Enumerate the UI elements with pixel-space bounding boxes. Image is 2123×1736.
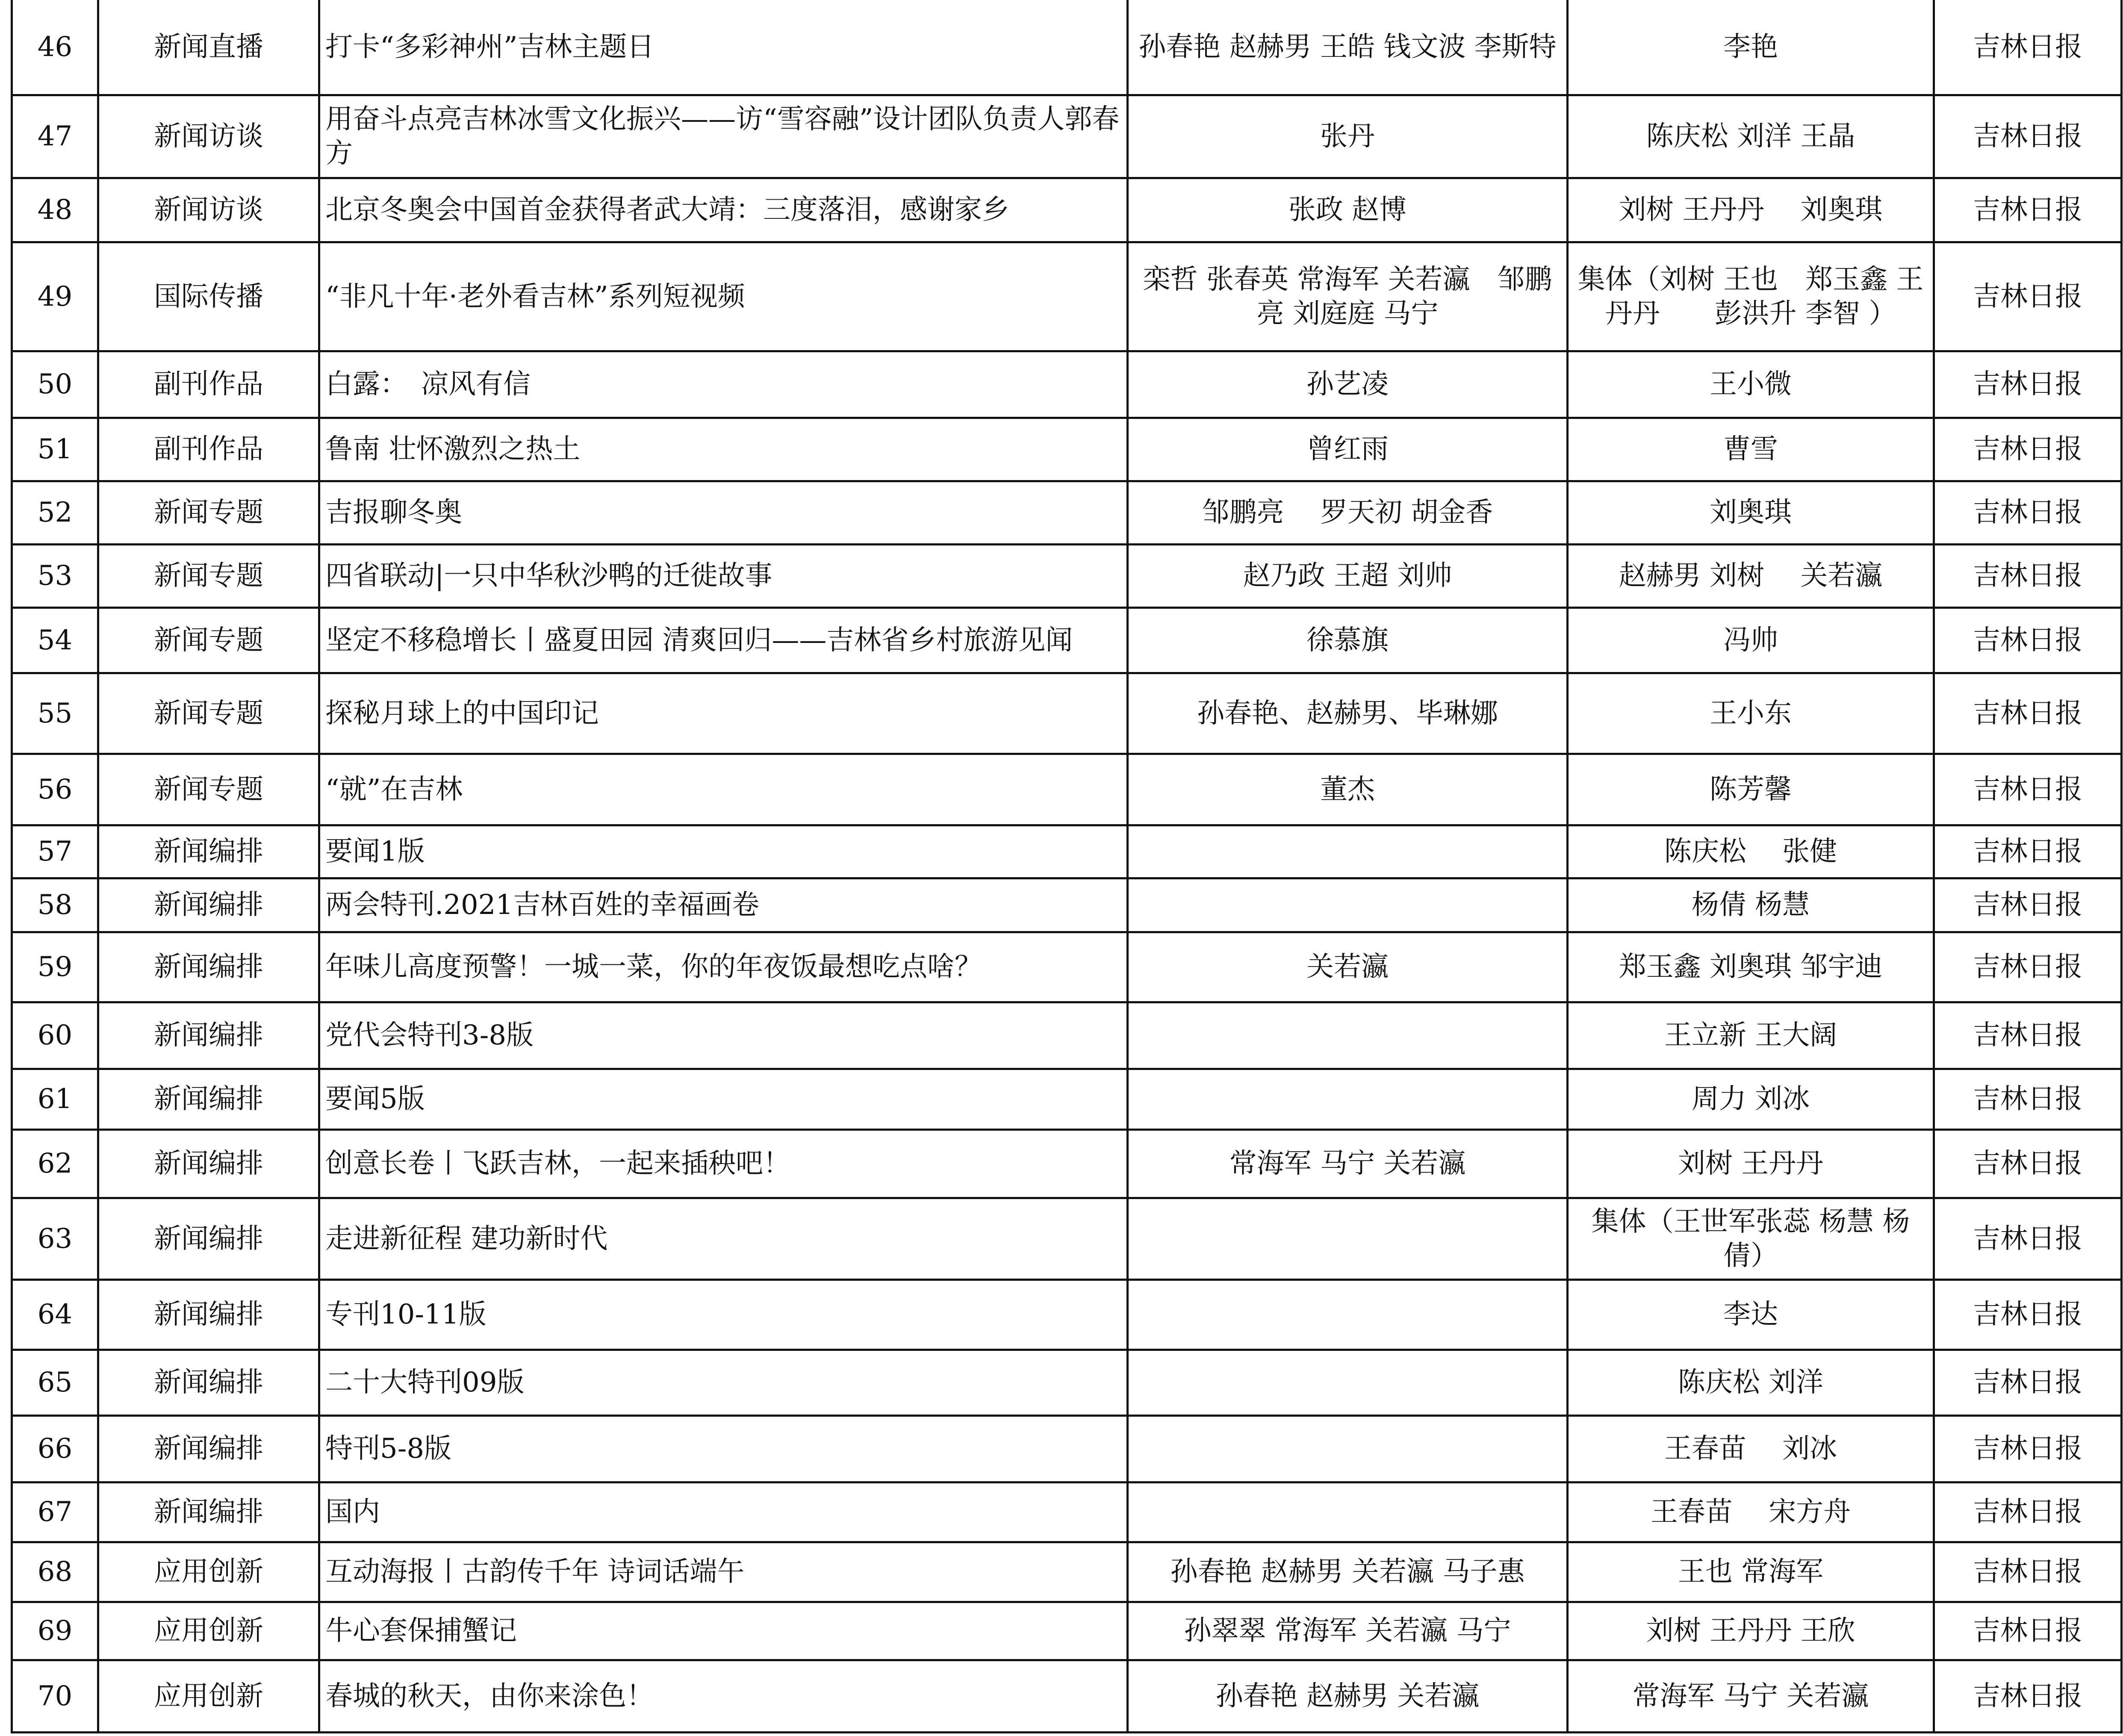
table-row [12, 1129, 2122, 1198]
table-row [12, 1069, 2122, 1129]
row-number: 66 [12, 1415, 98, 1482]
editors-cell: 集体（刘树 王也 郑玉鑫 王丹丹 彭洪升 李智 ） [1568, 242, 1934, 351]
title-cell: 党代会特刊3-8版 [319, 1002, 1128, 1069]
row-number: 61 [12, 1069, 98, 1129]
title-cell: 北京冬奥会中国首金获得者武大靖：三度落泪，感谢家乡 [319, 178, 1128, 242]
row-number: 60 [12, 1002, 98, 1069]
unit-cell: 吉林日报 [1934, 1415, 2122, 1482]
table-body [12, 0, 2122, 1732]
title-cell: 坚定不移稳增长丨盛夏田园 清爽回归——吉林省乡村旅游见闻 [319, 607, 1128, 673]
authors-cell [1128, 1002, 1568, 1069]
row-number: 65 [12, 1350, 98, 1415]
editors-cell: 刘奥琪 [1568, 481, 1934, 544]
table-row [12, 1350, 2122, 1415]
category-cell: 新闻直播 [98, 0, 319, 95]
category-cell: 新闻专题 [98, 481, 319, 544]
row-number: 62 [12, 1129, 98, 1198]
row-number: 67 [12, 1482, 98, 1542]
authors-cell: 曾红雨 [1128, 418, 1568, 481]
unit-cell: 吉林日报 [1934, 1350, 2122, 1415]
title-cell: 要闻5版 [319, 1069, 1128, 1129]
table-row [12, 1660, 2122, 1732]
authors-cell [1128, 825, 1568, 878]
unit-cell: 吉林日报 [1934, 1602, 2122, 1660]
unit-cell: 吉林日报 [1934, 351, 2122, 418]
editors-cell: 曹雪 [1568, 418, 1934, 481]
title-cell: 四省联动|一只中华秋沙鸭的迁徙故事 [319, 544, 1128, 607]
editors-cell: 王立新 王大阔 [1568, 1002, 1934, 1069]
title-cell: 二十大特刊09版 [319, 1350, 1128, 1415]
editors-cell: 陈芳馨 [1568, 754, 1934, 825]
authors-cell: 关若瀛 [1128, 932, 1568, 1002]
editors-cell: 刘树 王丹丹 刘奥琪 [1568, 178, 1934, 242]
category-cell: 新闻编排 [98, 1002, 319, 1069]
unit-cell: 吉林日报 [1934, 1129, 2122, 1198]
row-number: 48 [12, 178, 98, 242]
editors-cell: 李艳 [1568, 0, 1934, 95]
table-row [12, 1198, 2122, 1279]
unit-cell: 吉林日报 [1934, 754, 2122, 825]
authors-cell: 孙春艳 赵赫男 关若瀛 马子惠 [1128, 1542, 1568, 1602]
authors-cell: 董杰 [1128, 754, 1568, 825]
title-cell: 探秘月球上的中国印记 [319, 673, 1128, 754]
row-number: 69 [12, 1602, 98, 1660]
category-cell: 新闻访谈 [98, 178, 319, 242]
row-number: 59 [12, 932, 98, 1002]
category-cell: 新闻专题 [98, 544, 319, 607]
unit-cell: 吉林日报 [1934, 878, 2122, 932]
title-cell: 创意长卷丨飞跃吉林，一起来插秧吧！ [319, 1129, 1128, 1198]
authors-cell: 张丹 [1128, 95, 1568, 178]
category-cell: 应用创新 [98, 1602, 319, 1660]
category-cell: 新闻编排 [98, 825, 319, 878]
category-cell: 新闻编排 [98, 1129, 319, 1198]
table-row [12, 1482, 2122, 1542]
category-cell: 副刊作品 [98, 418, 319, 481]
table-row [12, 1542, 2122, 1602]
row-number: 68 [12, 1542, 98, 1602]
category-cell: 应用创新 [98, 1660, 319, 1732]
category-cell: 新闻专题 [98, 754, 319, 825]
table-row [12, 673, 2122, 754]
row-number: 64 [12, 1279, 98, 1350]
title-cell: 白露： 凉风有信 [319, 351, 1128, 418]
table-row [12, 878, 2122, 932]
table-row [12, 754, 2122, 825]
title-cell: 牛心套保捕蟹记 [319, 1602, 1128, 1660]
title-cell: 吉报聊冬奥 [319, 481, 1128, 544]
authors-cell: 邹鹏亮 罗天初 胡金香 [1128, 481, 1568, 544]
unit-cell: 吉林日报 [1934, 932, 2122, 1002]
editors-cell: 刘树 王丹丹 王欣 [1568, 1602, 1934, 1660]
authors-cell [1128, 1415, 1568, 1482]
editors-cell: 王小东 [1568, 673, 1934, 754]
title-cell: 鲁南 壮怀激烈之热土 [319, 418, 1128, 481]
authors-cell [1128, 1350, 1568, 1415]
editors-cell: 赵赫男 刘树 关若瀛 [1568, 544, 1934, 607]
table-row [12, 351, 2122, 418]
title-cell: 年味儿高度预警！一城一菜，你的年夜饭最想吃点啥？ [319, 932, 1128, 1002]
category-cell: 新闻编排 [98, 1482, 319, 1542]
table-row [12, 178, 2122, 242]
authors-cell: 徐慕旗 [1128, 607, 1568, 673]
authors-cell [1128, 1069, 1568, 1129]
editors-cell: 陈庆松 刘洋 [1568, 1350, 1934, 1415]
category-cell: 新闻专题 [98, 673, 319, 754]
table-row [12, 825, 2122, 878]
row-number: 49 [12, 242, 98, 351]
unit-cell: 吉林日报 [1934, 1660, 2122, 1732]
editors-cell: 集体（王世军张蕊 杨慧 杨倩） [1568, 1198, 1934, 1279]
unit-cell: 吉林日报 [1934, 1069, 2122, 1129]
editors-cell: 冯帅 [1568, 607, 1934, 673]
editors-cell: 王春苗 宋方舟 [1568, 1482, 1934, 1542]
editors-cell: 李达 [1568, 1279, 1934, 1350]
editors-cell: 王小微 [1568, 351, 1934, 418]
authors-cell: 栾哲 张春英 常海军 关若瀛 邹鹏亮 刘庭庭 马宁 [1128, 242, 1568, 351]
row-number: 51 [12, 418, 98, 481]
title-cell: 要闻1版 [319, 825, 1128, 878]
table-row [12, 607, 2122, 673]
title-cell: 打卡“多彩神州”吉林主题日 [319, 0, 1128, 95]
unit-cell: 吉林日报 [1934, 1542, 2122, 1602]
category-cell: 国际传播 [98, 242, 319, 351]
title-cell: 国内 [319, 1482, 1128, 1542]
authors-cell: 孙春艳 赵赫男 王皓 钱文波 李斯特 [1128, 0, 1568, 95]
title-cell: “非凡十年·老外看吉林”系列短视频 [319, 242, 1128, 351]
unit-cell: 吉林日报 [1934, 1279, 2122, 1350]
editors-cell: 陈庆松 张健 [1568, 825, 1934, 878]
editors-cell: 常海军 马宁 关若瀛 [1568, 1660, 1934, 1732]
category-cell: 新闻编排 [98, 878, 319, 932]
authors-cell: 赵乃政 王超 刘帅 [1128, 544, 1568, 607]
authors-cell: 孙艺凌 [1128, 351, 1568, 418]
unit-cell: 吉林日报 [1934, 95, 2122, 178]
row-number: 63 [12, 1198, 98, 1279]
awards-table [11, 0, 2123, 1733]
authors-cell: 孙翠翠 常海军 关若瀛 马宁 [1128, 1602, 1568, 1660]
table-row [12, 1002, 2122, 1069]
table-row [12, 1415, 2122, 1482]
row-number: 53 [12, 544, 98, 607]
category-cell: 新闻编排 [98, 1198, 319, 1279]
title-cell: 专刊10-11版 [319, 1279, 1128, 1350]
category-cell: 新闻编排 [98, 932, 319, 1002]
editors-cell: 杨倩 杨慧 [1568, 878, 1934, 932]
table-row [12, 932, 2122, 1002]
authors-cell: 孙春艳、赵赫男、毕琳娜 [1128, 673, 1568, 754]
editors-cell: 刘树 王丹丹 [1568, 1129, 1934, 1198]
row-number: 52 [12, 481, 98, 544]
row-number: 54 [12, 607, 98, 673]
title-cell: 走进新征程 建功新时代 [319, 1198, 1128, 1279]
authors-cell: 常海军 马宁 关若瀛 [1128, 1129, 1568, 1198]
category-cell: 新闻访谈 [98, 95, 319, 178]
authors-cell [1128, 878, 1568, 932]
row-number: 58 [12, 878, 98, 932]
authors-cell [1128, 1198, 1568, 1279]
title-cell: 两会特刊.2021吉林百姓的幸福画卷 [319, 878, 1128, 932]
unit-cell: 吉林日报 [1934, 178, 2122, 242]
category-cell: 新闻编排 [98, 1279, 319, 1350]
table-row [12, 544, 2122, 607]
category-cell: 新闻编排 [98, 1069, 319, 1129]
row-number: 57 [12, 825, 98, 878]
editors-cell: 王也 常海军 [1568, 1542, 1934, 1602]
category-cell: 副刊作品 [98, 351, 319, 418]
row-number: 46 [12, 0, 98, 95]
table-row [12, 481, 2122, 544]
title-cell: “就”在吉林 [319, 754, 1128, 825]
authors-cell: 孙春艳 赵赫男 关若瀛 [1128, 1660, 1568, 1732]
table-row [12, 0, 2122, 95]
title-cell: 用奋斗点亮吉林冰雪文化振兴——访“雪容融”设计团队负责人郭春方 [319, 95, 1128, 178]
editors-cell: 王春苗 刘冰 [1568, 1415, 1934, 1482]
category-cell: 新闻编排 [98, 1350, 319, 1415]
category-cell: 应用创新 [98, 1542, 319, 1602]
table-row [12, 242, 2122, 351]
unit-cell: 吉林日报 [1934, 242, 2122, 351]
row-number: 50 [12, 351, 98, 418]
unit-cell: 吉林日报 [1934, 0, 2122, 95]
unit-cell: 吉林日报 [1934, 418, 2122, 481]
unit-cell: 吉林日报 [1934, 1482, 2122, 1542]
unit-cell: 吉林日报 [1934, 481, 2122, 544]
row-number: 55 [12, 673, 98, 754]
title-cell: 互动海报丨古韵传千年 诗词话端午 [319, 1542, 1128, 1602]
unit-cell: 吉林日报 [1934, 1198, 2122, 1279]
row-number: 47 [12, 95, 98, 178]
unit-cell: 吉林日报 [1934, 1002, 2122, 1069]
editors-cell: 周力 刘冰 [1568, 1069, 1934, 1129]
row-number: 70 [12, 1660, 98, 1732]
unit-cell: 吉林日报 [1934, 673, 2122, 754]
authors-cell: 张政 赵博 [1128, 178, 1568, 242]
editors-cell: 陈庆松 刘洋 王晶 [1568, 95, 1934, 178]
unit-cell: 吉林日报 [1934, 544, 2122, 607]
table-row [12, 1279, 2122, 1350]
title-cell: 春城的秋天，由你来涂色！ [319, 1660, 1128, 1732]
row-number: 56 [12, 754, 98, 825]
editors-cell: 郑玉鑫 刘奥琪 邹宇迪 [1568, 932, 1934, 1002]
authors-cell [1128, 1279, 1568, 1350]
authors-cell [1128, 1482, 1568, 1542]
unit-cell: 吉林日报 [1934, 825, 2122, 878]
table-row [12, 1602, 2122, 1660]
table-row [12, 418, 2122, 481]
category-cell: 新闻编排 [98, 1415, 319, 1482]
unit-cell: 吉林日报 [1934, 607, 2122, 673]
category-cell: 新闻专题 [98, 607, 319, 673]
table-row [12, 95, 2122, 178]
title-cell: 特刊5-8版 [319, 1415, 1128, 1482]
